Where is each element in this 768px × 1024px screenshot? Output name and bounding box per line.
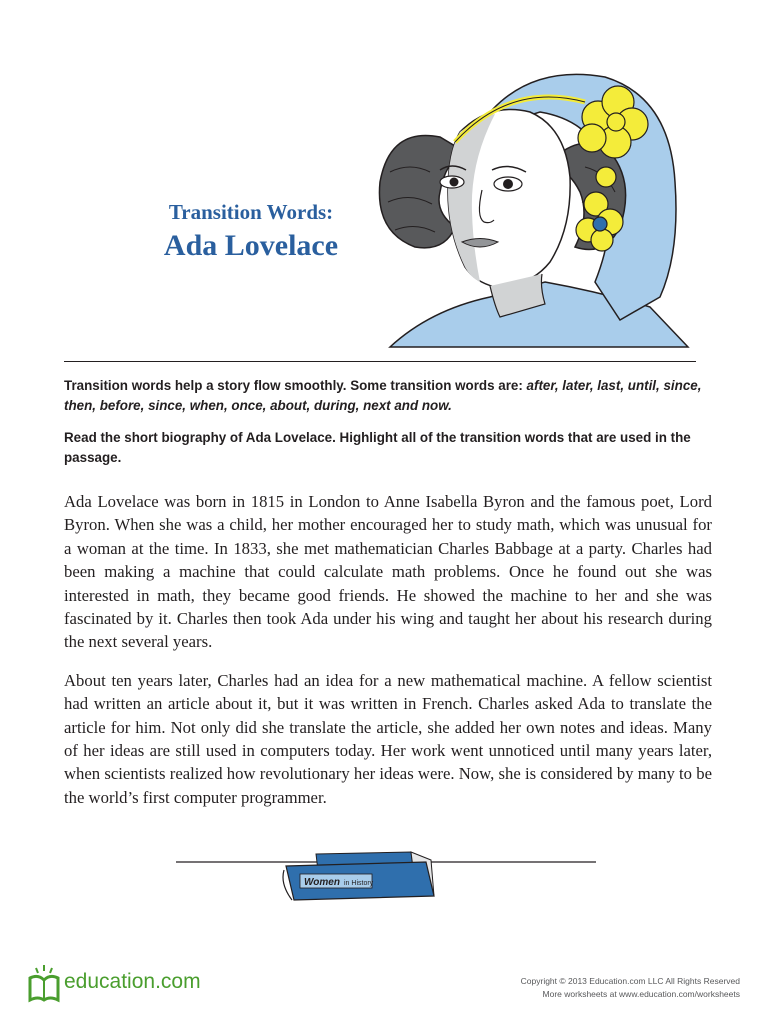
more-worksheets-link[interactable]: More worksheets at www.education.com/worksheets (542, 989, 740, 999)
instructions-paragraph-2: Read the short biography of Ada Lovelace. Highlight all of the transition words that are used in the passage. (64, 430, 691, 465)
instructions-paragraph-1 (64, 376, 704, 416)
instructions (64, 376, 704, 480)
logo-text: education.com (64, 970, 201, 993)
education-logo[interactable] (24, 962, 224, 1006)
divider (64, 361, 696, 362)
biography-passage (64, 490, 712, 824)
title-line2: Ada Lovelace (163, 229, 339, 262)
book-label-rest: in History (344, 880, 374, 887)
copyright-text: Copyright © 2013 Education.com LLC All Rights Reserved (520, 976, 740, 986)
book-divider (176, 844, 596, 904)
title-line1: Transition Words: (168, 200, 334, 224)
book-label-bold: Women (304, 877, 340, 888)
book-icon (176, 844, 596, 904)
title-block (96, 198, 406, 266)
passage-paragraph-2: About ten years later, Charles had an idea for a new mathematical machine. A fellow scientist had written an article about it, but it was written in French. Charles asked Ada to translate the article for him. Not only did she translate the article, she added her own notes and ideas. Many of her ideas are still used in computers today. Her work went unnoticed until many years later, when scientists realized how revolutionary her ideas were. Now, she is considered by many to be the world’s first computer programmer. (64, 670, 712, 807)
instructions-lead: Transition words help a story flow smoothly. Some transition words are: (64, 378, 527, 393)
passage-paragraph-1: Ada Lovelace was born in 1815 in London to Anne Isabella Byron and the famous poet, Lord Byron. When she was a child, her mother encouraged her to study math, which was unusual for a woman at the time. In 1833, she met mathematician Charles Babbage at a party. Charles had been making a machine that could calculate math problems. Once he found out she was interested in math, they became good friends. He showed the machine to her and she was fascinated by it. Charles then took Ada under his wing and taught her about his research during the next several years. (64, 492, 712, 652)
copyright-block (521, 975, 740, 1001)
portrait-icon (370, 42, 692, 350)
instructions-word-list: after, later, last, until, since, then, before, since, when, once, about, during, next and now. (64, 378, 702, 413)
education-logo-icon (24, 962, 64, 1006)
